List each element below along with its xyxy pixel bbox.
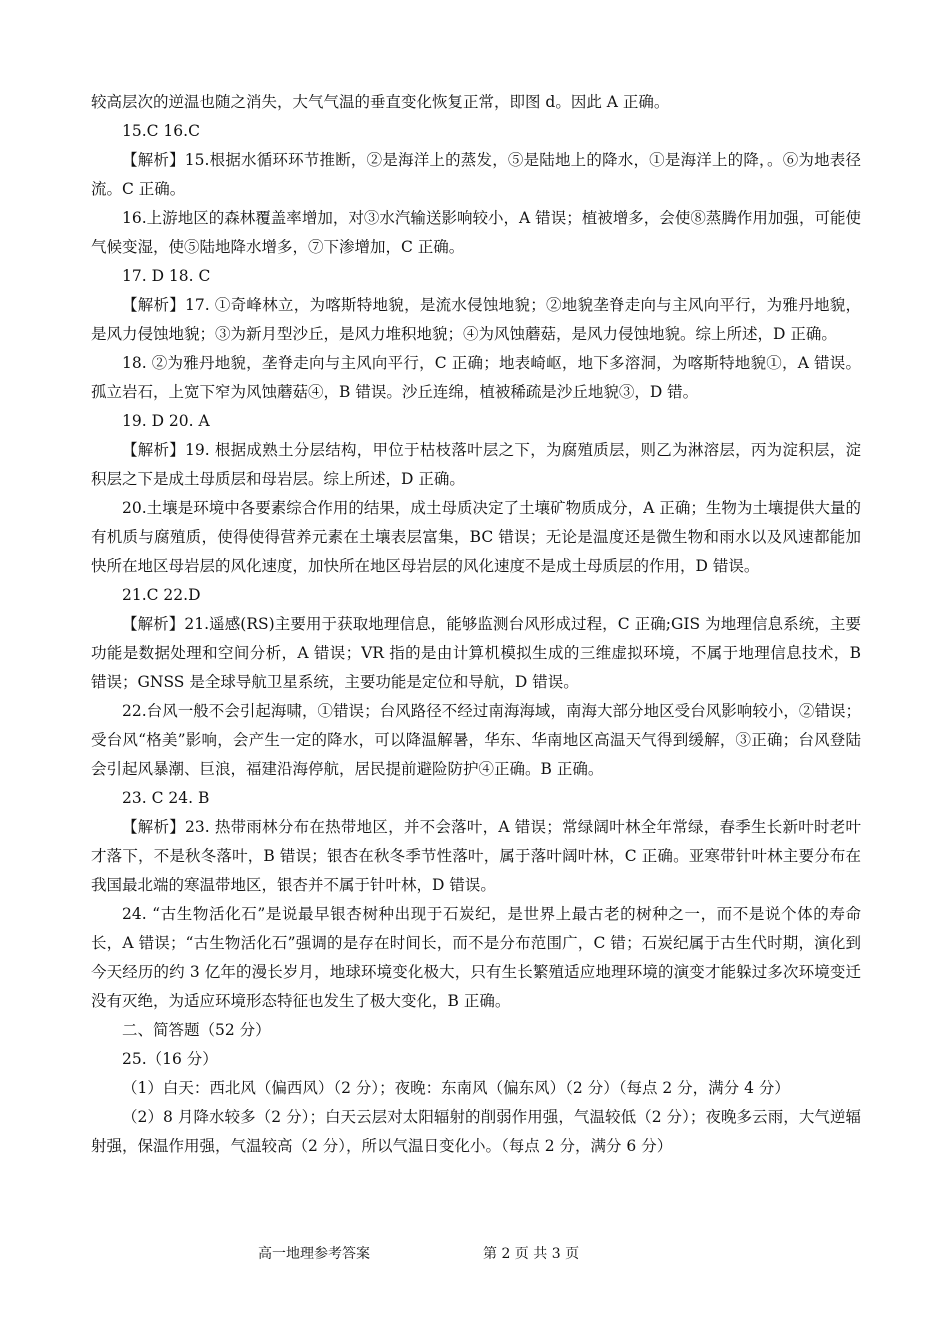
explanation-paragraph: 【解析】17. ①奇峰林立，为喀斯特地貌，是流水侵蚀地貌；②地貌垄脊走向与主风向平行，为雅丹地貌，是风力侵蚀地貌；③为新月型沙丘，是风力堆积地貌；④为风蚀蘑菇，是风力侵蚀地貌。综上所述，D 正确。 xyxy=(91,296,861,343)
explanation-paragraph: 20.土壤是环境中各要素综合作用的结果，成土母质决定了土壤矿物质成分，A 正确；生物为土壤提供大量的有机质与腐殖质，使得使得营养元素在土壤表层富集，BC 错误；无论是温度还是微生物和雨水以及风速都能加快所在地区母岩层的风化速度，加快所在地区母岩层的风化速度不是成土母质层的作用，D 错误。 xyxy=(91,499,861,575)
explanation-paragraph: 16.上游地区的森林覆盖率增加，对③水汽输送影响较小，A 错误；植被增多，会使⑧蒸腾作用加强，可能使气候变湿，使⑤陆地降水增多，⑦下渗增加，C 正确。 xyxy=(91,209,861,256)
answer-line: 17. D 18. C xyxy=(122,267,211,285)
explanation-paragraph: 22.台风一般不会引起海啸，①错误；台风路径不经过南海海域，南海大部分地区受台风影响较小，②错误；受台风“格美”影响，会产生一定的降水，可以降温解暑，华东、华南地区高温天气得到缓解，③正确；台风登陆会引起风暴潮、巨浪，福建沿海停航，居民提前避险防护④正确。B 正确。 xyxy=(91,702,861,778)
answer-paragraph: （1）白天：西北风（偏西风）（2 分）；夜晚：东南风（偏东风）（2 分）（每点 2 分，满分 4 分） xyxy=(122,1079,790,1097)
footer-page-number: 第 2 页 共 3 页 xyxy=(483,1246,580,1262)
explanation-paragraph: 【解析】15.根据水循环环节推断，②是海洋上的蒸发，⑤是陆地上的降水，①是海洋上的降，。⑥为地表径流。C 正确。 xyxy=(91,151,861,198)
answer-line: 15.C 16.C xyxy=(122,122,200,140)
section-heading: 二、简答题（52 分） xyxy=(122,1021,271,1039)
answer-document xyxy=(91,88,861,1161)
question-heading: 25.（16 分） xyxy=(122,1050,218,1068)
answer-line: 21.C 22.D xyxy=(122,586,201,604)
paragraph: 较高层次的逆温也随之消失，大气气温的垂直变化恢复正常，即图 d。因此 A 正确。 xyxy=(91,93,670,111)
explanation-paragraph: 【解析】19. 根据成熟土分层结构，甲位于枯枝落叶层之下，为腐殖质层，则乙为淋溶层，丙为淀积层，淀积层之下是成土母质层和母岩层。综上所述，D 正确。 xyxy=(91,441,861,488)
explanation-paragraph: 18. ②为雅丹地貌，垄脊走向与主风向平行，C 正确；地表崎岖，地下多溶洞，为喀斯特地貌①，A 错误。孤立岩石，上宽下窄为风蚀蘑菇④，B 错误。沙丘连绵，植被稀疏是沙丘地貌③，D 错。 xyxy=(91,354,861,401)
explanation-paragraph: 24. “古生物活化石”是说最早银杏树种出现于石炭纪，是世界上最古老的树种之一，而不是说个体的寿命长，A 错误；“古生物活化石”强调的是存在时间长，而不是分布范围广，C 错；石炭纪属于古生代时期，演化到今天经历的约 3 亿年的漫长岁月，地球环境变化极大，只有生长繁殖适应地理环境的演变才能躲过多次环境变迁没有灭绝，为适应环境形态特征也发生了极大变化，B 正确。 xyxy=(91,905,861,1010)
answer-paragraph: （2）8 月降水较多（2 分）；白天云层对太阳辐射的削弱作用强，气温较低（2 分）；夜晚多云雨，大气逆辐射强，保温作用强，气温较高（2 分），所以气温日变化小。（每点 2 分，满分 6 分） xyxy=(91,1108,861,1155)
answer-line: 23. C 24. B xyxy=(122,789,210,807)
explanation-paragraph: 【解析】23. 热带雨林分布在热带地区，并不会落叶，A 错误；常绿阔叶林全年常绿，春季生长新叶时老叶才落下，不是秋冬落叶，B 错误；银杏在秋冬季节性落叶，属于落叶阔叶林，C 正确。亚寒带针叶林主要分布在我国最北端的寒温带地区，银杏并不属于针叶林，D 错误。 xyxy=(91,818,861,894)
footer-subject: 高一地理参考答案 xyxy=(258,1246,370,1262)
answer-line: 19. D 20. A xyxy=(122,412,210,430)
explanation-paragraph: 【解析】21.遥感(RS)主要用于获取地理信息，能够监测台风形成过程，C 正确;GIS 为地理信息系统，主要功能是数据处理和空间分析，A 错误；VR 指的是由计算机模拟生成的三维虚拟环境，不属于地理信息技术，B 错误；GNSS 是全球导航卫星系统，主要功能是定位和导航，D 错误。 xyxy=(91,615,861,691)
